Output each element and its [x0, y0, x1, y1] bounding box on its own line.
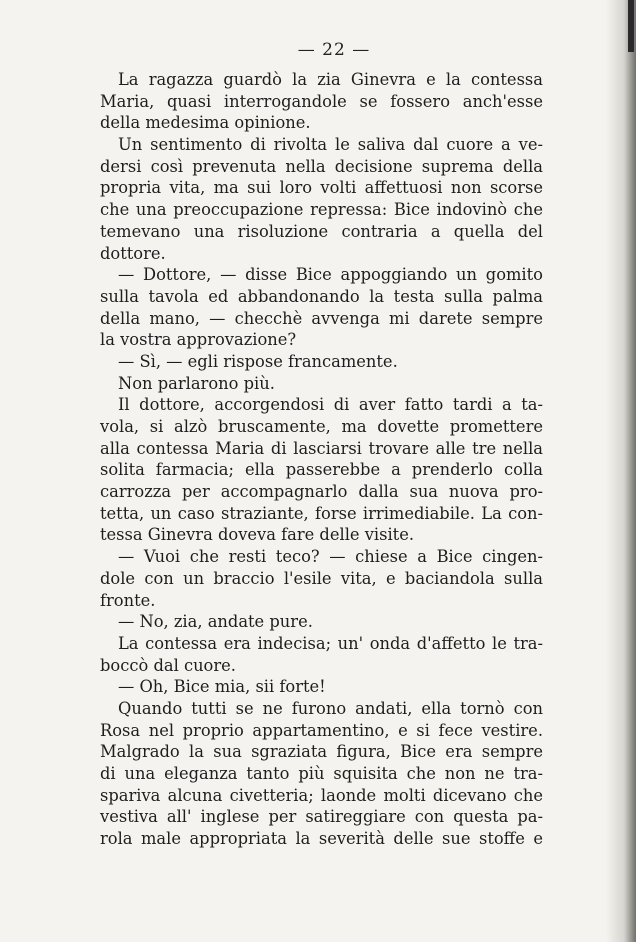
text-line: fronte.: [100, 590, 156, 610]
text-line: vola, si alzò bruscamente, ma dovette promettere: [100, 417, 543, 436]
text-line: dole con un braccio l'esile vita, e baciandola sulla: [100, 568, 543, 588]
text-line: di una eleganza tanto più squisita che non ne tra-: [100, 764, 543, 783]
text-line: rola male appropriata la severità delle sue stoffe e: [100, 829, 543, 849]
text-line: Non parlarono più.: [118, 373, 275, 393]
text-line: La ragazza guardò la zia Ginevra e la contessa: [118, 70, 543, 89]
text-line: — Sì, — egli rispose francamente.: [118, 351, 398, 371]
text-line: Rosa nel proprio appartamentino, e si fece vestire.: [100, 720, 543, 740]
text-line: boccò dal cuore.: [100, 655, 236, 675]
text-line: Il dottore, accorgendosi di aver fatto tardi a ta-: [118, 395, 543, 415]
text-line: propria vita, ma sui loro volti affettuosi non scorse: [100, 178, 543, 198]
text-line: Quando tutti se ne furono andati, ella tornò con: [118, 698, 543, 718]
text-line: dersi così prevenuta nella decisione suprema della: [100, 156, 543, 176]
text-line: — Oh, Bice mia, sii forte!: [118, 677, 326, 697]
page-gutter-shadow: [606, 0, 636, 942]
text-line: sulla tavola ed abbandonando la testa sulla palma: [100, 286, 543, 306]
text-line: — Dottore, — disse Bice appoggiando un gomito: [118, 265, 543, 285]
text-line: vestiva all' inglese per satireggiare con questa pa-: [100, 807, 543, 827]
text-line: della mano, — checchè avvenga mi darete sempre: [100, 308, 543, 328]
text-line: tetta, un caso straziante, forse irrimediabile. La con-: [100, 503, 543, 523]
text-line: Un sentimento di rivolta le saliva dal cuore a ve-: [118, 135, 543, 155]
text-line: — No, zia, andate pure.: [118, 612, 313, 632]
text-line: temevano una risoluzione contraria a quella del: [100, 221, 543, 241]
text-line: Malgrado la sua sgraziata figura, Bice era sempre: [100, 742, 543, 762]
text-line: carrozza per accompagnarlo dalla sua nuova pro-: [100, 482, 543, 502]
body-text: [100, 69, 543, 850]
text-line: alla contessa Maria di lasciarsi trovare alle tre nella: [100, 438, 543, 458]
text-line: della medesima opinione.: [100, 113, 311, 133]
text-line: che una preoccupazione repressa: Bice indovinò che: [100, 200, 543, 220]
text-line: tessa Ginevra doveva fare delle visite.: [100, 525, 415, 545]
text-line: La contessa era indecisa; un' onda d'affetto le tra-: [118, 633, 543, 653]
text-line: la vostra approvazione?: [100, 330, 297, 350]
text-line: — Vuoi che resti teco? — chiese a Bice cingen-: [118, 547, 543, 567]
page-number: — 22 —: [297, 40, 371, 60]
text-line: spariva alcuna civetteria; laonde molti dicevano che: [100, 785, 543, 805]
text-line: dottore.: [100, 243, 166, 263]
text-line: Maria, quasi interrogandole se fossero anch'esse: [100, 91, 543, 111]
text-line: solita farmacia; ella passerebbe a prenderlo colla: [100, 460, 543, 480]
